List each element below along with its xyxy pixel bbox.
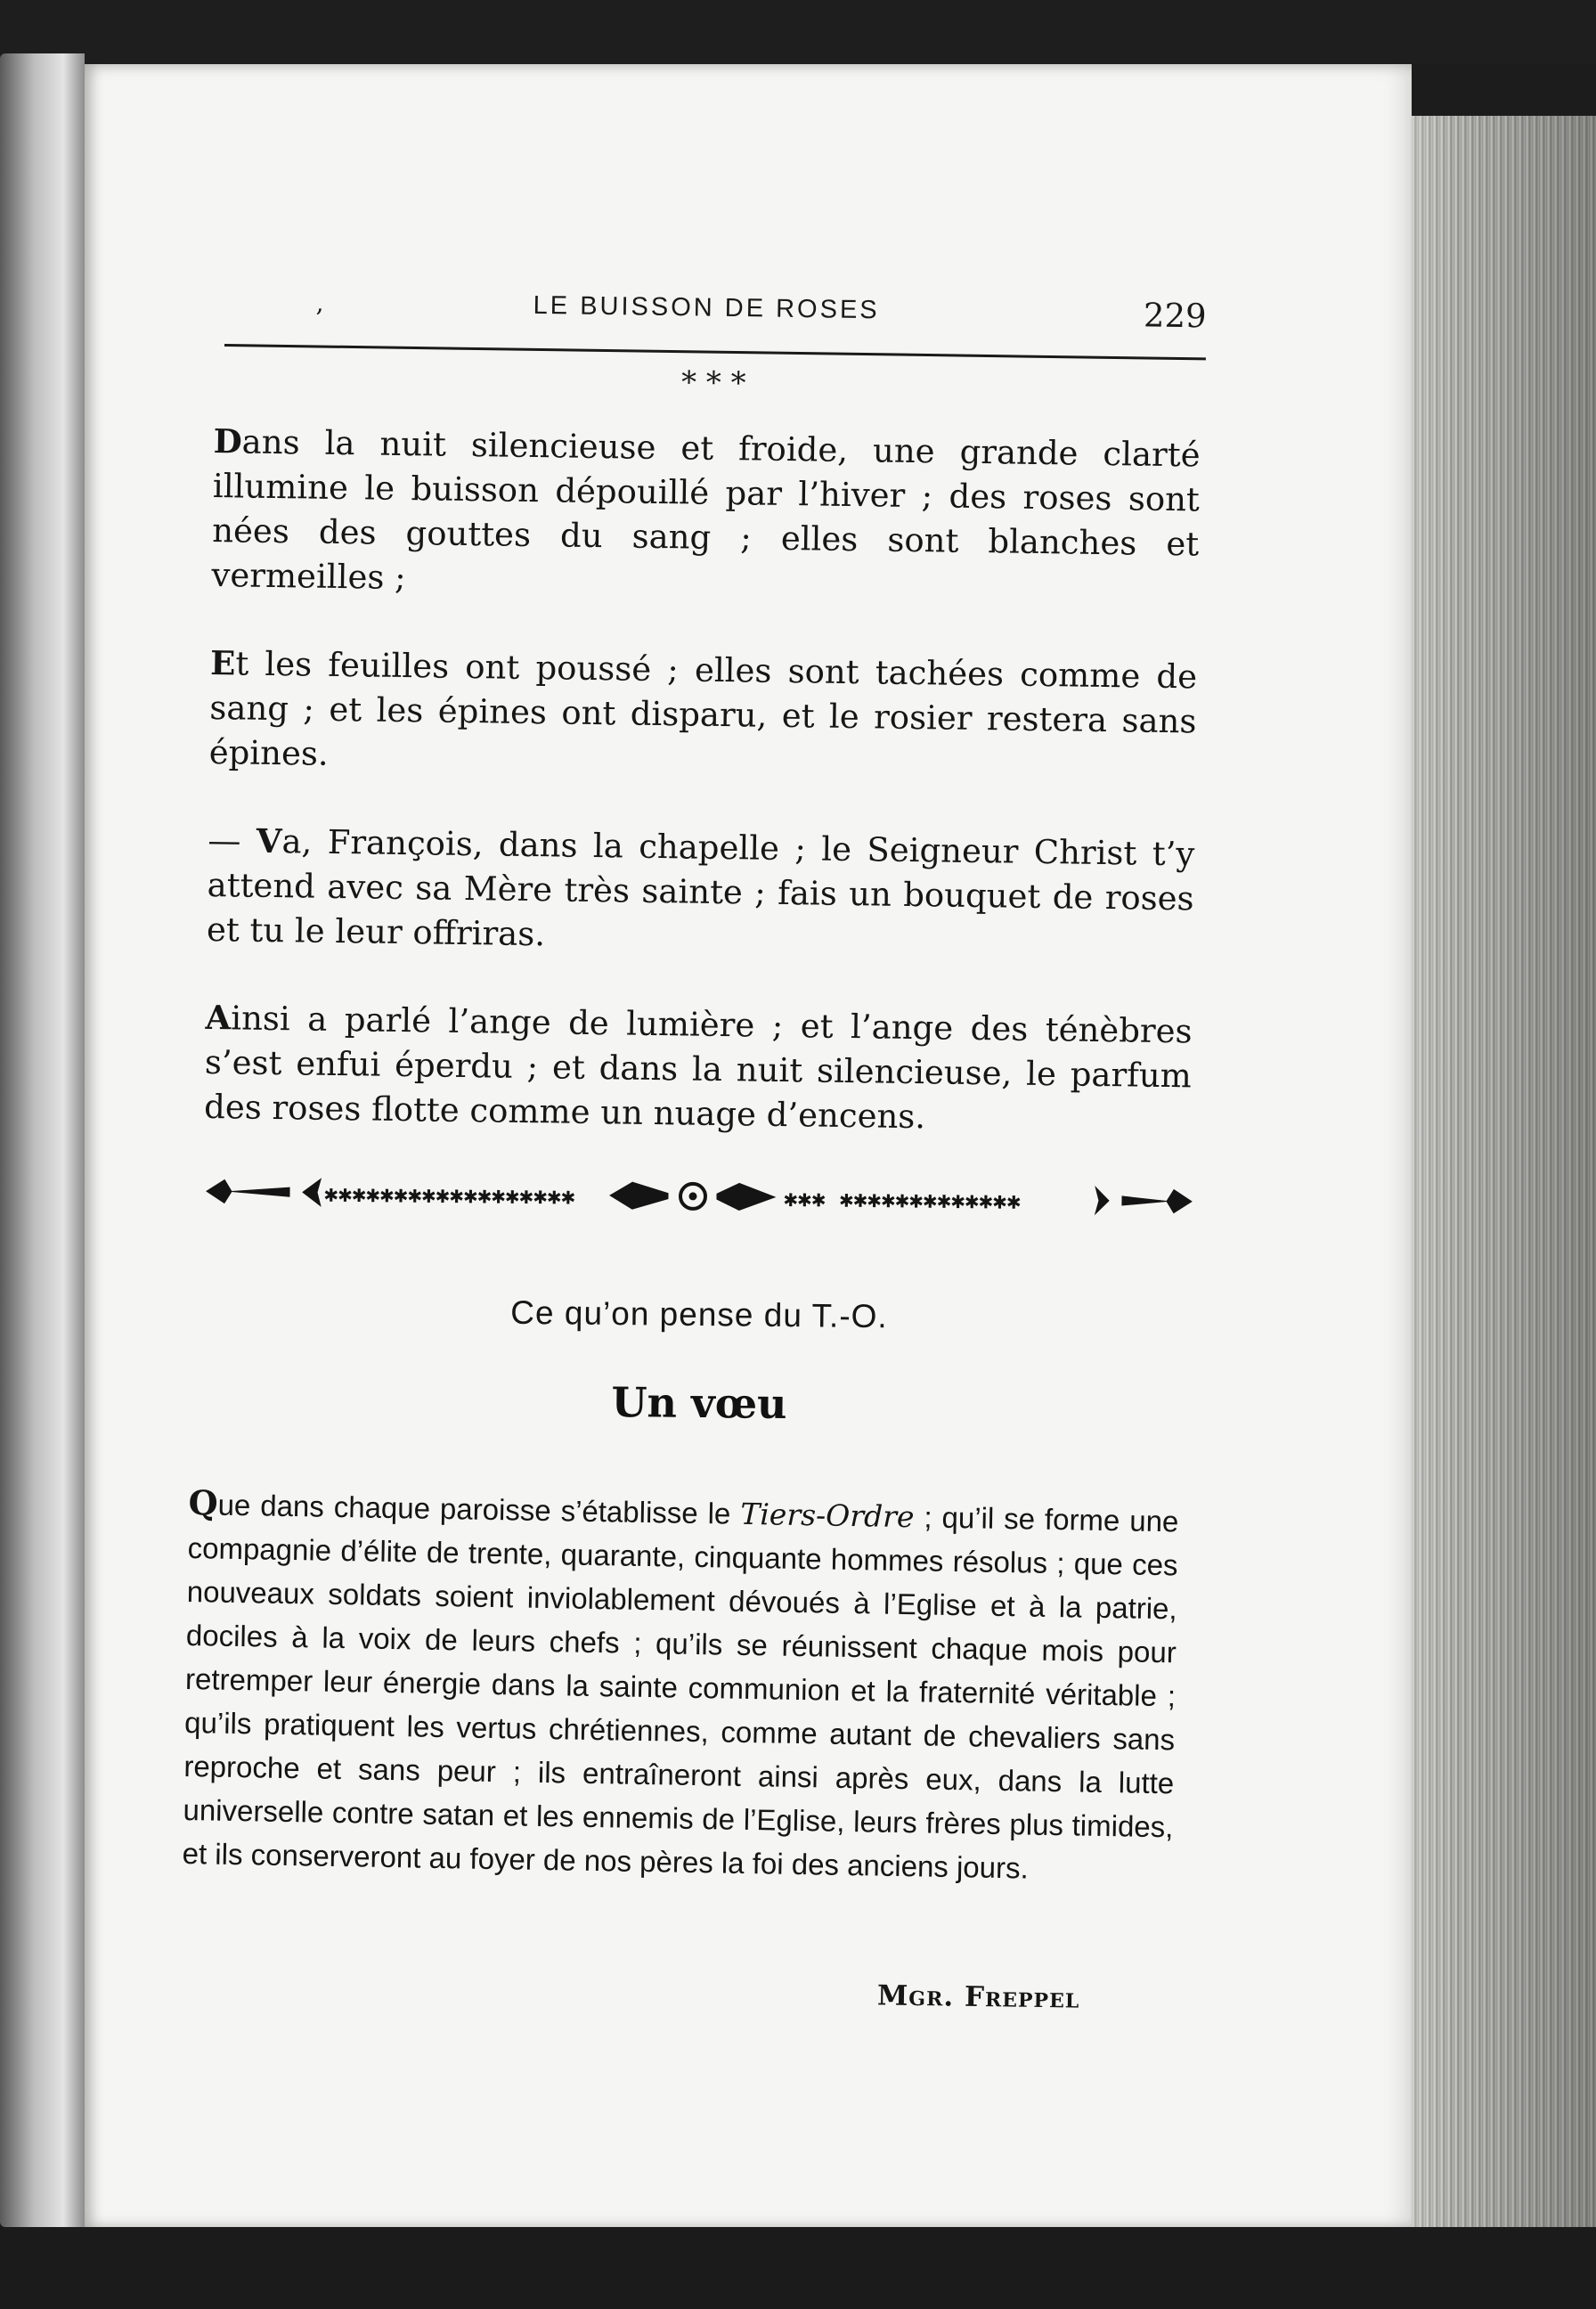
paragraph-text: insi a parlé l’ange de lumière ; et l’ange des ténèbres s’est enfui éperdu ; et dans la nuit silencieuse, le parfum des roses flotte comme un nuage d’encens. xyxy=(203,999,1193,1137)
article-text-rest: ; qu’il se forme une compagnie d’élite de trente, quarante, cinquante hommes résolus ; que ces nouveaux soldats soient inviolablement dévoués à l’Eglise et à la patrie, dociles à la voix de leurs chefs ; qu’ils se réunissent chaque mois pour retremper leur énergie dans la sainte communion et la fraternité véritable ; qu’ils pratiquent les vertus chrétiennes, comme autant de chevaliers sans reproche et sans peur ; ils entraîneront ainsi après eux, dans la lutte universelle contre satan et les ennemis de l’Eglise, leurs frères plus timides, et ils conserveront au foyer de nos pères la foi des anciens jours. xyxy=(182,1500,1179,1885)
left-page-edge xyxy=(0,53,85,2227)
drop-cap: V xyxy=(256,820,282,861)
header-dot-mark: , xyxy=(315,288,324,318)
bottom-background xyxy=(0,2227,1596,2309)
article-title: Un vœu xyxy=(611,1377,787,1429)
article-text-start: ue dans chaque paroisse s’établisse le xyxy=(217,1488,741,1530)
page-number: 229 xyxy=(1143,296,1207,336)
page-stack-edge xyxy=(1389,116,1596,2229)
paragraph-text: a, François, dans la chapelle ; le Seigneur Christ t’y attend avec sa Mère très sainte ; fais un bouquet de roses et tu le leur offriras. xyxy=(206,822,1195,954)
drop-cap: E xyxy=(209,642,236,683)
running-title: LE BUISSON DE ROSES xyxy=(533,290,880,325)
poem-paragraph-3 xyxy=(207,818,1195,966)
paragraph-text: ans la nuit silencieuse et froide, une grande clarté illumine le buisson dépouillé par l’hiver ; des roses sont nées des gouttes du sang ; elles sont blanches et vermeilles ; xyxy=(211,422,1201,598)
asterism: * * * xyxy=(680,364,748,402)
section-heading: Ce qu’on pense du T.-O. xyxy=(510,1293,888,1335)
drop-cap: D xyxy=(213,420,243,461)
poem-paragraph-2 xyxy=(208,640,1197,788)
drop-cap: Q xyxy=(188,1481,219,1523)
top-background xyxy=(0,0,1596,64)
dash-lead: — xyxy=(208,820,257,861)
poem-paragraph-1 xyxy=(211,419,1201,611)
author-signature: Mgr. Freppel xyxy=(876,1979,1080,2015)
drop-cap: A xyxy=(205,997,232,1038)
article-emphasis: Tiers-Ordre xyxy=(739,1496,915,1535)
poem-paragraph-4 xyxy=(204,995,1193,1143)
svg-text:✱✱✱✱✱✱✱✱✱✱✱✱✱✱✱✱✱✱: ✱✱✱✱✱✱✱✱✱✱✱✱✱✱✱✱✱✱ xyxy=(323,1180,575,1211)
article-text xyxy=(182,1481,1179,1892)
poem-text xyxy=(203,419,1201,1186)
svg-text:✱✱✱ ✱✱✱✱✱✱✱✱✱✱✱✱✱: ✱✱✱ ✱✱✱✱✱✱✱✱✱✱✱✱✱ xyxy=(783,1185,1022,1215)
running-header xyxy=(224,281,1207,360)
paragraph-text: t les feuilles ont poussé ; elles sont tachées comme de sang ; et les épines ont disparu, et le rosier restera sans épines. xyxy=(208,644,1198,773)
